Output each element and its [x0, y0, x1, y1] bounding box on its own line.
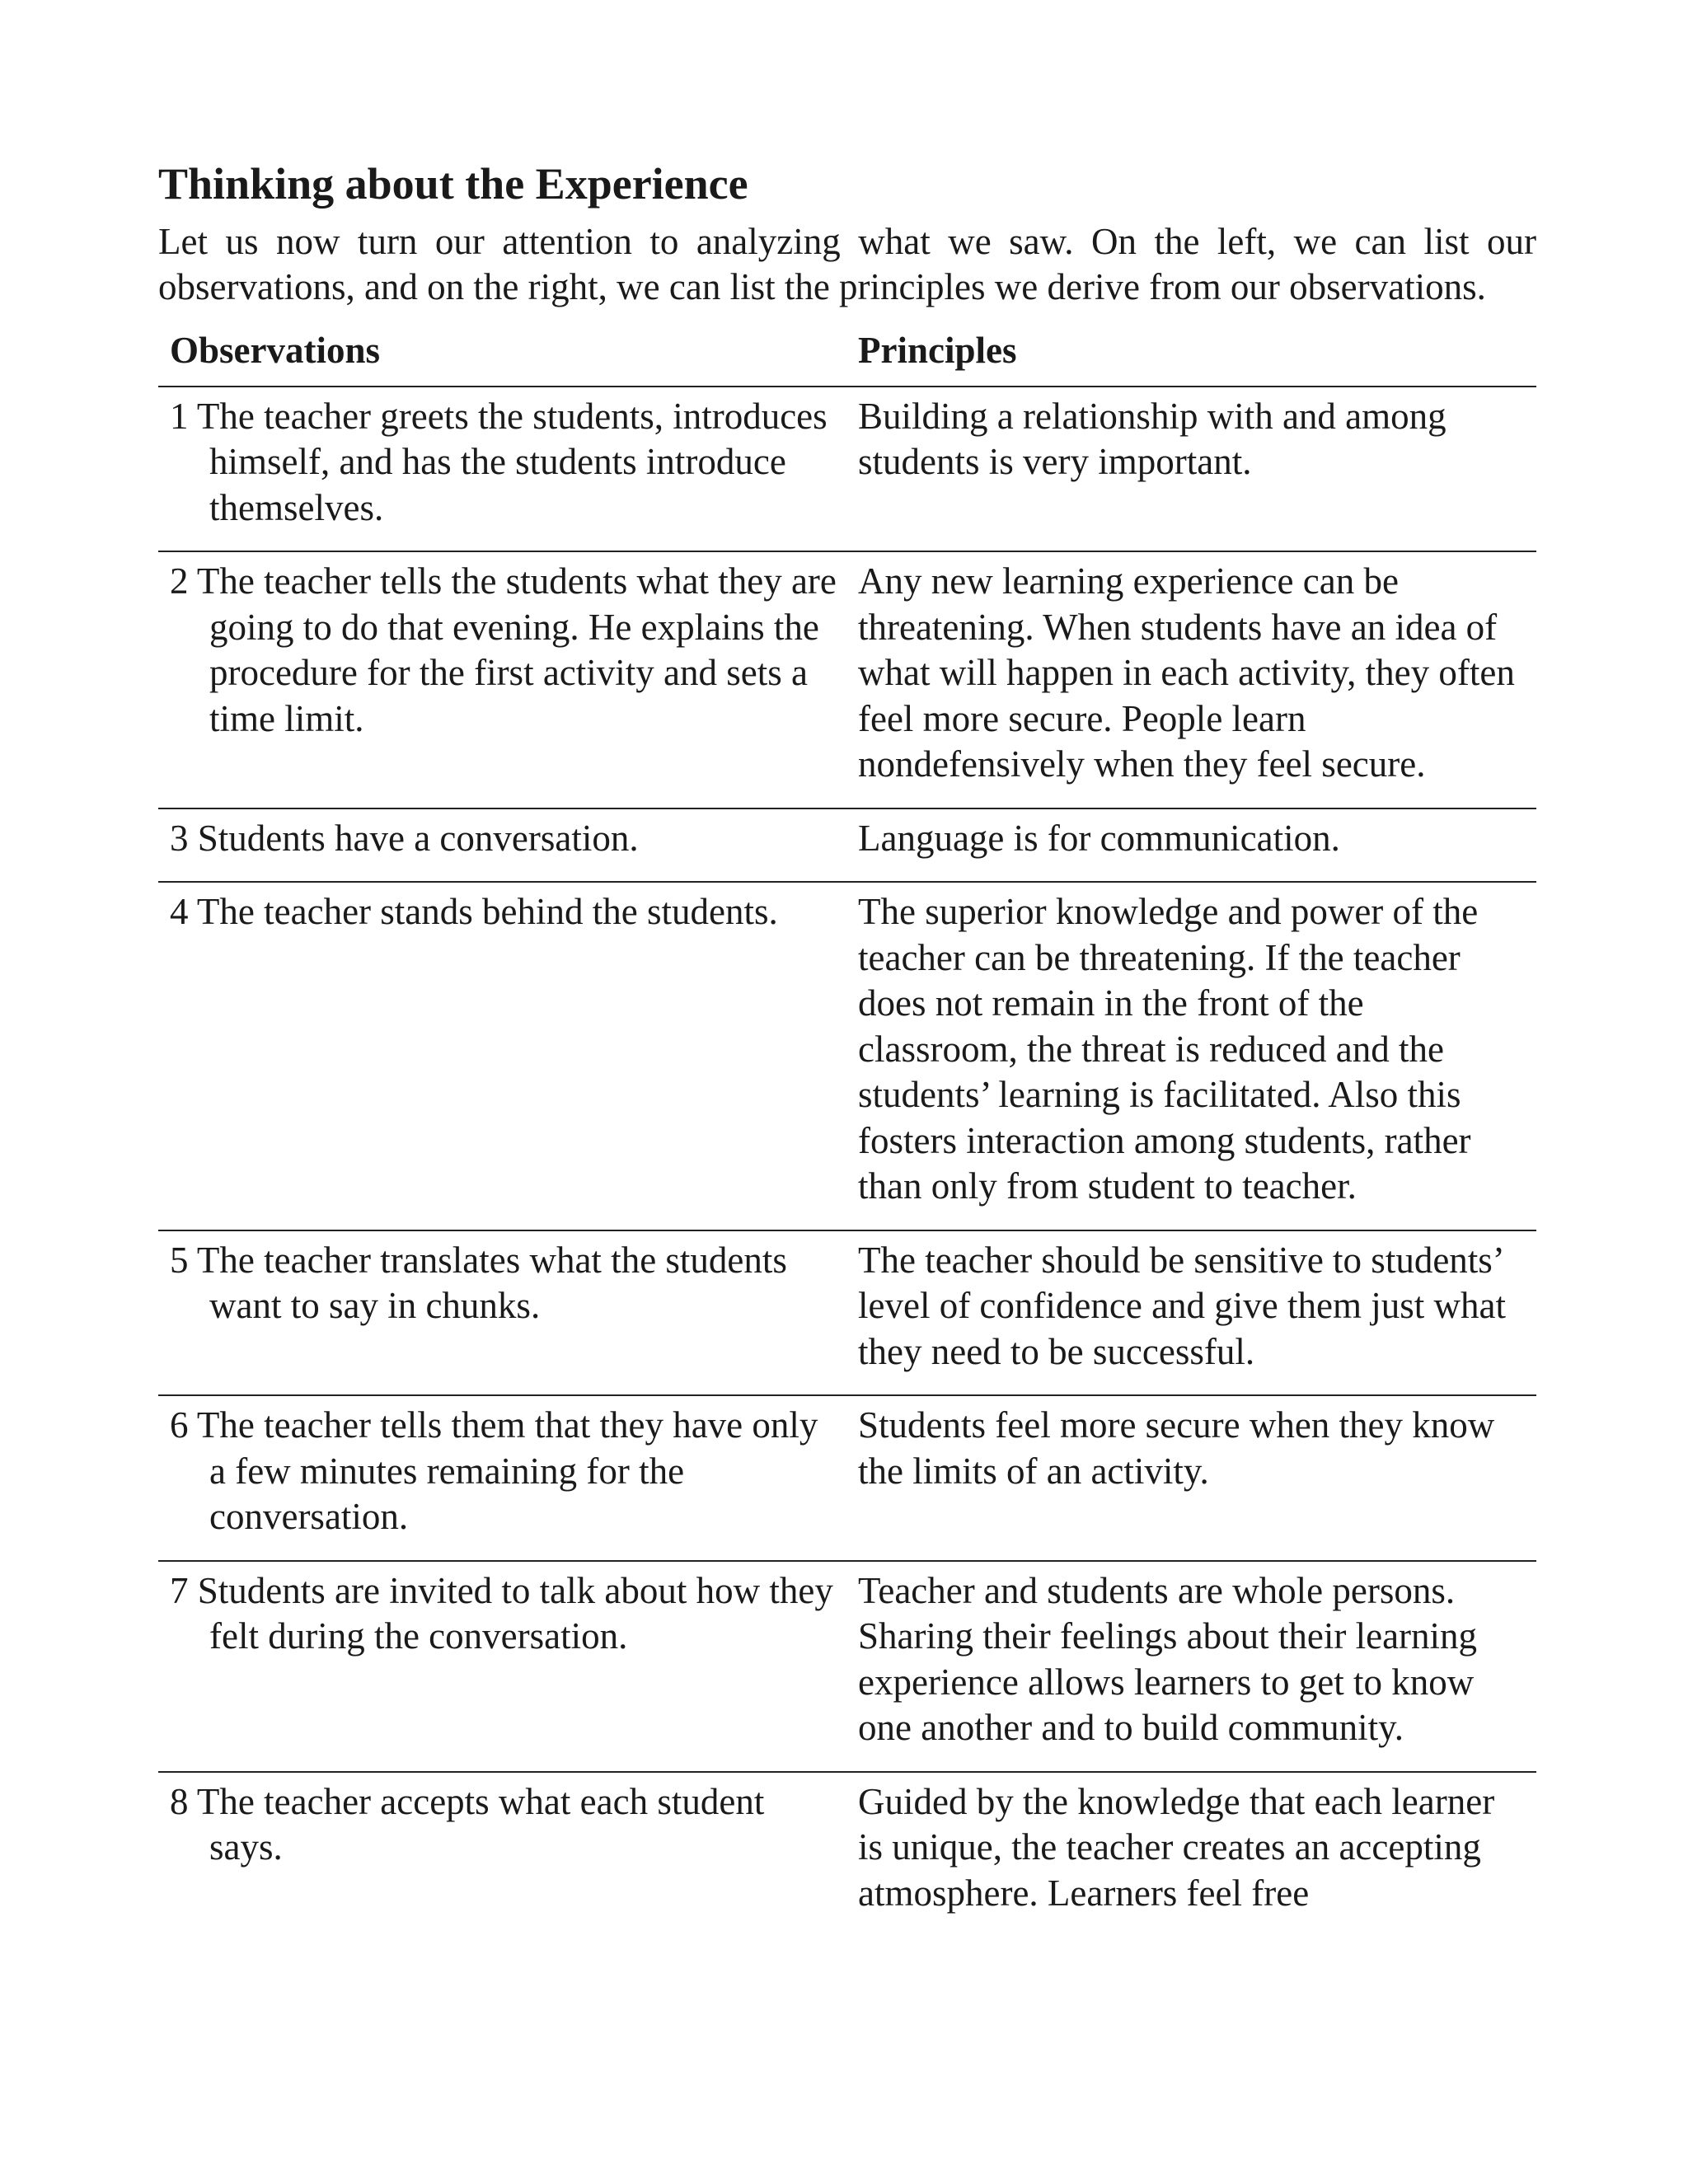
section-heading: Thinking about the Experience	[158, 159, 748, 209]
observation-cell: 8 The teacher accepts what each student says.	[170, 1780, 765, 1868]
observation-cell: 6 The teacher tells them that they have only a few minutes remaining for the conversation.	[158, 1395, 846, 1561]
principle-cell: The teacher should be sensitive to students’ level of confidence and give them just what they need to be successful.	[846, 1230, 1536, 1396]
observation-cell: 1 The teacher greets the students, introduces himself, and has the students introduce themselves.	[158, 387, 846, 552]
table-row	[158, 808, 1536, 883]
observation-cell: 3 Students have a conversation.	[158, 808, 846, 883]
table-row	[158, 1395, 1536, 1561]
principle-cell: Guided by the knowledge that each learner is unique, the teacher creates an accepting atmosphere. Learners feel free	[858, 1780, 1495, 1914]
table-row	[158, 1561, 1536, 1772]
principle-cell: Language is for communication.	[846, 808, 1536, 883]
principle-cell: The superior knowledge and power of the teacher can be threatening. If the teacher does not remain in the front of the classroom, the threat is reduced and the students’ learning is facilitated. Also this fosters interaction among students, rather than only from student to teacher.	[846, 882, 1536, 1230]
principle-cell: Students feel more secure when they know the limits of an activity.	[846, 1395, 1536, 1561]
table-row	[158, 551, 1536, 808]
observations-principles-table	[158, 328, 1536, 1936]
observation-cell: 7 Students are invited to talk about how they felt during the conversation.	[158, 1561, 846, 1772]
observation-cell: 4 The teacher stands behind the students.	[158, 882, 846, 1230]
intro-paragraph: Let us now turn our attention to analyzing what we saw. On the left, we can list our observations, and on the right, we can list the principles we derive from our observations.	[158, 221, 1536, 307]
principle-cell: Any new learning experience can be threatening. When students have an idea of what will happen in each activity, they often feel more secure. People learn nondefensively when they feel secure.	[846, 551, 1536, 808]
principle-cell: Building a relationship with and among students is very important.	[846, 387, 1536, 552]
observations-header: Observations	[158, 328, 846, 387]
table-header-row	[158, 328, 1536, 387]
page	[158, 157, 1536, 1936]
table-row	[158, 1772, 1536, 1937]
table-row	[158, 1230, 1536, 1396]
table-row	[158, 387, 1536, 552]
principles-header: Principles	[846, 328, 1536, 387]
table-row	[158, 882, 1536, 1230]
observation-cell: 2 The teacher tells the students what they are going to do that evening. He explains the procedure for the first activity and sets a time limit.	[158, 551, 846, 808]
observation-cell: 5 The teacher translates what the students want to say in chunks.	[158, 1230, 846, 1396]
principle-cell: Teacher and students are whole persons. Sharing their feelings about their learning experience allows learners to get to know one another and to build community.	[846, 1561, 1536, 1772]
